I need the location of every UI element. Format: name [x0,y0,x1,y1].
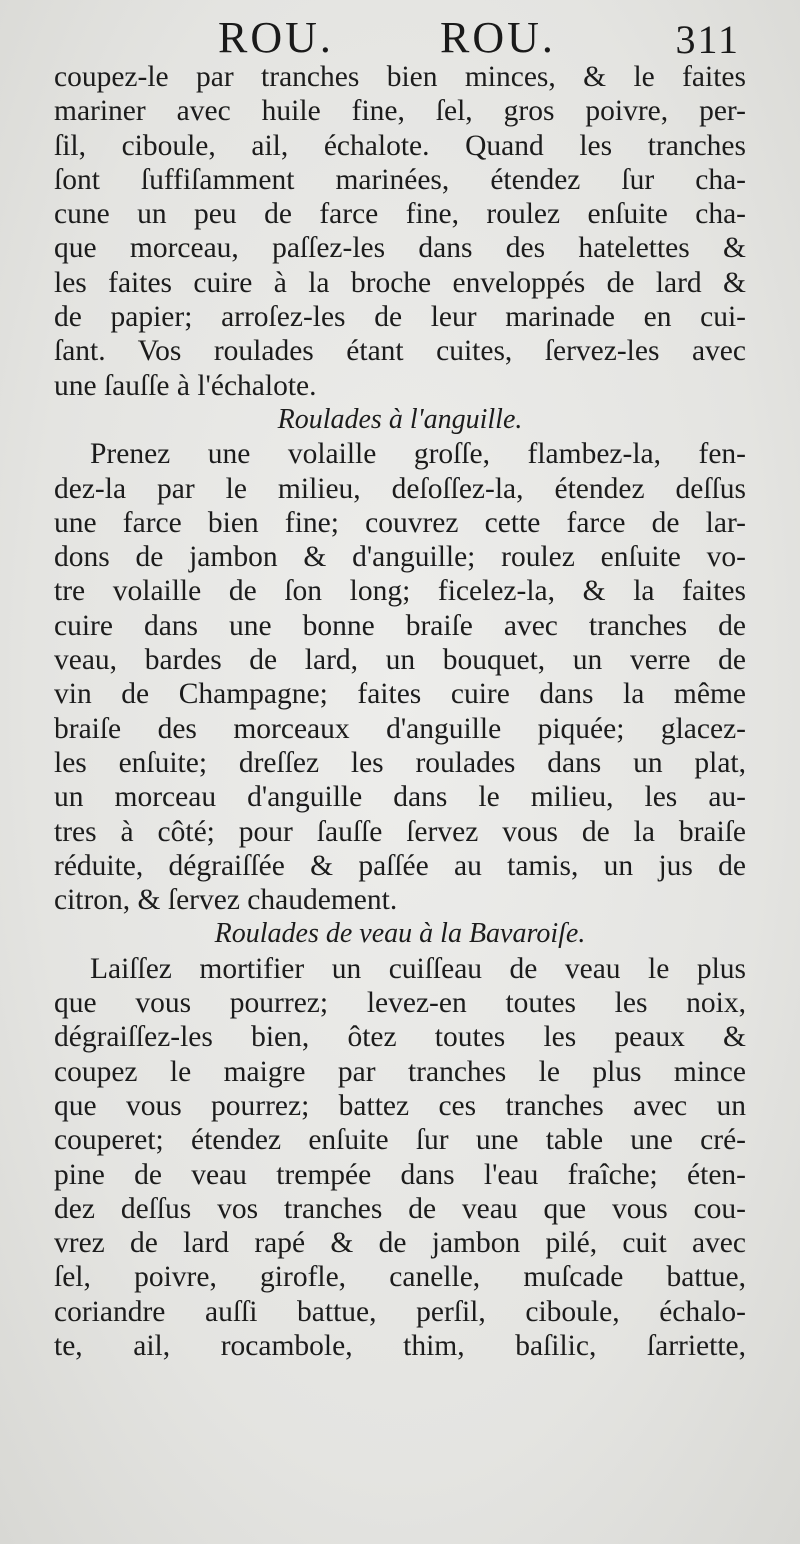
text-line: vin de Champagne; faites cuire dans la même [54,678,746,711]
text-line: cune un peu de farce fine, roulez enſuite cha- [54,198,746,231]
text-line: ſont ſuffiſamment marinées, étendez ſur cha- [54,163,746,196]
text-line: mariner avec huile fine, ſel, gros poivre, per- [54,95,746,128]
text-line: coupez le maigre par tranches le plus mince [54,1055,746,1088]
text-line: ſant. Vos roulades étant cuites, ſervez-les avec [54,335,746,368]
text-line: veau, bardes de lard, un bouquet, un verre de [54,644,746,677]
text-line: dégraiſſez-les bien, ôtez toutes les peaux & [54,1021,746,1054]
text-line: une farce bien fine; couvrez cette farce de lar- [54,506,746,539]
text-line: un morceau d'anguille dans le milieu, les au- [54,781,746,814]
text-line: tre volaille de ſon long; ficelez-la, & la faites [54,575,746,608]
text-line: coupez-le par tranches bien minces, & le faites [54,61,746,93]
text-line: les faites cuire à la broche enveloppés de lard & [54,266,746,299]
running-head-right: ROU. [440,13,556,62]
page-number: 311 [675,17,740,62]
text-line: les enſuite; dreſſez les roulades dans un plat, [54,746,746,779]
text-line: réduite, dégraiſſée & paſſée au tamis, un jus de [54,849,746,882]
text-line: cuire dans une bonne braiſe avec tranches de [54,609,746,642]
paragraph-continuation [54,60,746,403]
section-heading-bavaroise: Roulades de veau à la Bavaroiſe. [214,918,586,950]
paragraph-bavaroise [54,952,746,1364]
text-line: te, ail, rocambole, thim, baſilic, ſarriette, [54,1329,746,1362]
text-line: ſil, ciboule, ail, échalote. Quand les tranches [54,129,746,162]
text-line: couperet; étendez enſuite ſur une table une cré- [54,1124,746,1157]
text-line: une ſauſſe à l'échalote. [54,369,317,402]
text-line: de papier; arroſez-les de leur marinade en cui- [54,301,746,334]
text-line: braiſe des morceaux d'anguille piquée; glacez- [54,712,746,745]
page-header [0,6,800,64]
text-line: que vous pourrez; levez-en toutes les noix, [54,987,746,1020]
running-head-left: ROU. [218,13,334,62]
text-line: citron, & ſervez chaudement. [54,884,398,917]
section-heading-anguille: Roulades à l'anguille. [277,403,523,435]
paragraph-anguille [54,437,746,917]
text-line: tres à côté; pour ſauſſe ſervez vous de la braiſe [54,815,746,848]
body-text [54,60,746,1363]
text-line: coriandre auſſi battue, perſil, ciboule, échalo- [54,1295,746,1328]
text-line: dons de jambon & d'anguille; roulez enſuite vo- [54,541,746,574]
text-line: pine de veau trempée dans l'eau fraîche; éten- [54,1158,746,1191]
text-line: Laiſſez mortifier un cuiſſeau de veau le plus [90,952,746,985]
text-line: vrez de lard rapé & de jambon pilé, cuit avec [54,1227,746,1260]
text-line: que vous pourrez; battez ces tranches avec un [54,1089,746,1122]
text-line: dez-la par le milieu, deſoſſez-la, étendez deſſus [54,472,746,505]
text-line: Prenez une volaille groſſe, flambez-la, fen- [90,438,746,471]
text-line: que morceau, paſſez-les dans des hatelettes & [54,232,746,265]
text-line: ſel, poivre, girofle, canelle, muſcade battue, [54,1261,746,1294]
text-line: dez deſſus vos tranches de veau que vous cou- [54,1192,746,1225]
